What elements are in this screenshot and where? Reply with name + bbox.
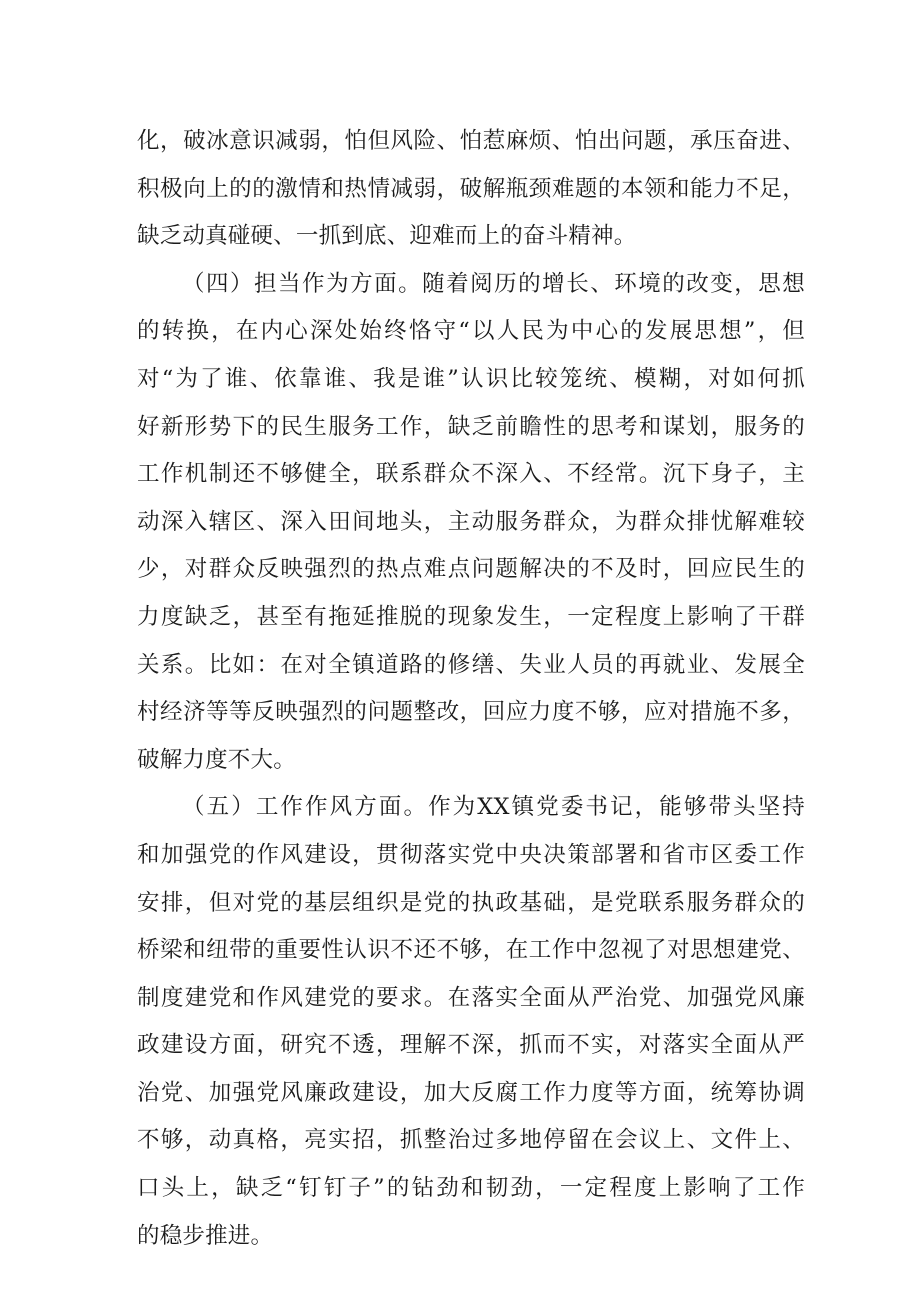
text-line: 积极向上的的激情和热情减弱，破解瓶颈难题的本领和能力不足，: [137, 175, 805, 202]
text-line: 桥梁和纽带的重要性认识不还不够，在工作中忽视了对思想建党、: [137, 937, 805, 964]
text-line: 的稳步推进。: [137, 1222, 274, 1249]
text-line: 少，对群众反映强烈的热点难点问题解决的不及时，回应民生的: [137, 556, 805, 583]
text-line: 工作机制还不够健全，联系群众不深入、不经常。沉下身子，主: [137, 461, 805, 488]
text-line: 制度建党和作风建党的要求。在落实全面从严治党、加强党风廉: [137, 984, 805, 1011]
text-line: 缺乏动真碰硬、一抓到底、迎难而上的奋斗精神。: [137, 223, 637, 250]
paragraph-heading-line: （四）担当作为方面。随着阅历的增长、环境的改变，思想: [182, 270, 805, 297]
text-line: 对“为了谁、依靠谁、我是谁”认识比较笼统、模糊，对如何抓: [137, 365, 805, 392]
text-line: 化，破冰意识减弱，怕但风险、怕惹麻烦、怕出问题，承压奋进、: [137, 128, 805, 154]
text-line: 不够，动真格，亮实招，抓整治过多地停留在会议上、文件上、: [137, 1127, 805, 1154]
text-line: 力度缺乏，甚至有拖延推脱的现象发生，一定程度上影响了干群: [137, 603, 805, 630]
text-line: 和加强党的作风建设，贯彻落实党中央决策部署和省市区委工作: [137, 841, 805, 868]
text-line: 政建设方面，研究不透，理解不深，抓而不实，对落实全面从严: [137, 1032, 805, 1059]
text-line: 安排，但对党的基层组织是党的执政基础，是党联系服务群众的: [137, 889, 805, 916]
text-line: 关系。比如：在对全镇道路的修缮、失业人员的再就业、发展全: [137, 651, 805, 678]
document-body: [137, 118, 805, 1260]
text-line: 动深入辖区、深入田间地头，主动服务群众，为群众排忧解难较: [137, 508, 805, 535]
text-line: 治党、加强党风廉政建设，加大反腐工作力度等方面，统筹协调: [137, 1079, 805, 1106]
text-line: 村经济等等反映强烈的问题整改，回应力度不够，应对措施不多，: [137, 699, 805, 726]
text-line: 口头上，缺乏“钉钉子”的钻劲和韧劲，一定程度上影响了工作: [137, 1175, 805, 1202]
paragraph-responsibility: [137, 261, 805, 785]
text-line: 破解力度不大。: [137, 746, 296, 773]
text-line: 好新形势下的民生服务工作，缺乏前瞻性的思考和谋划，服务的: [137, 413, 805, 440]
paragraph-heading-line: （五）工作作风方面。作为XX镇党委书记，能够带头坚持: [182, 794, 805, 821]
text-line: 的转换，在内心深处始终恪守“以人民为中心的发展思想”，但: [137, 318, 805, 345]
paragraph-continuation: [137, 118, 805, 261]
paragraph-work-style: [137, 784, 805, 1260]
